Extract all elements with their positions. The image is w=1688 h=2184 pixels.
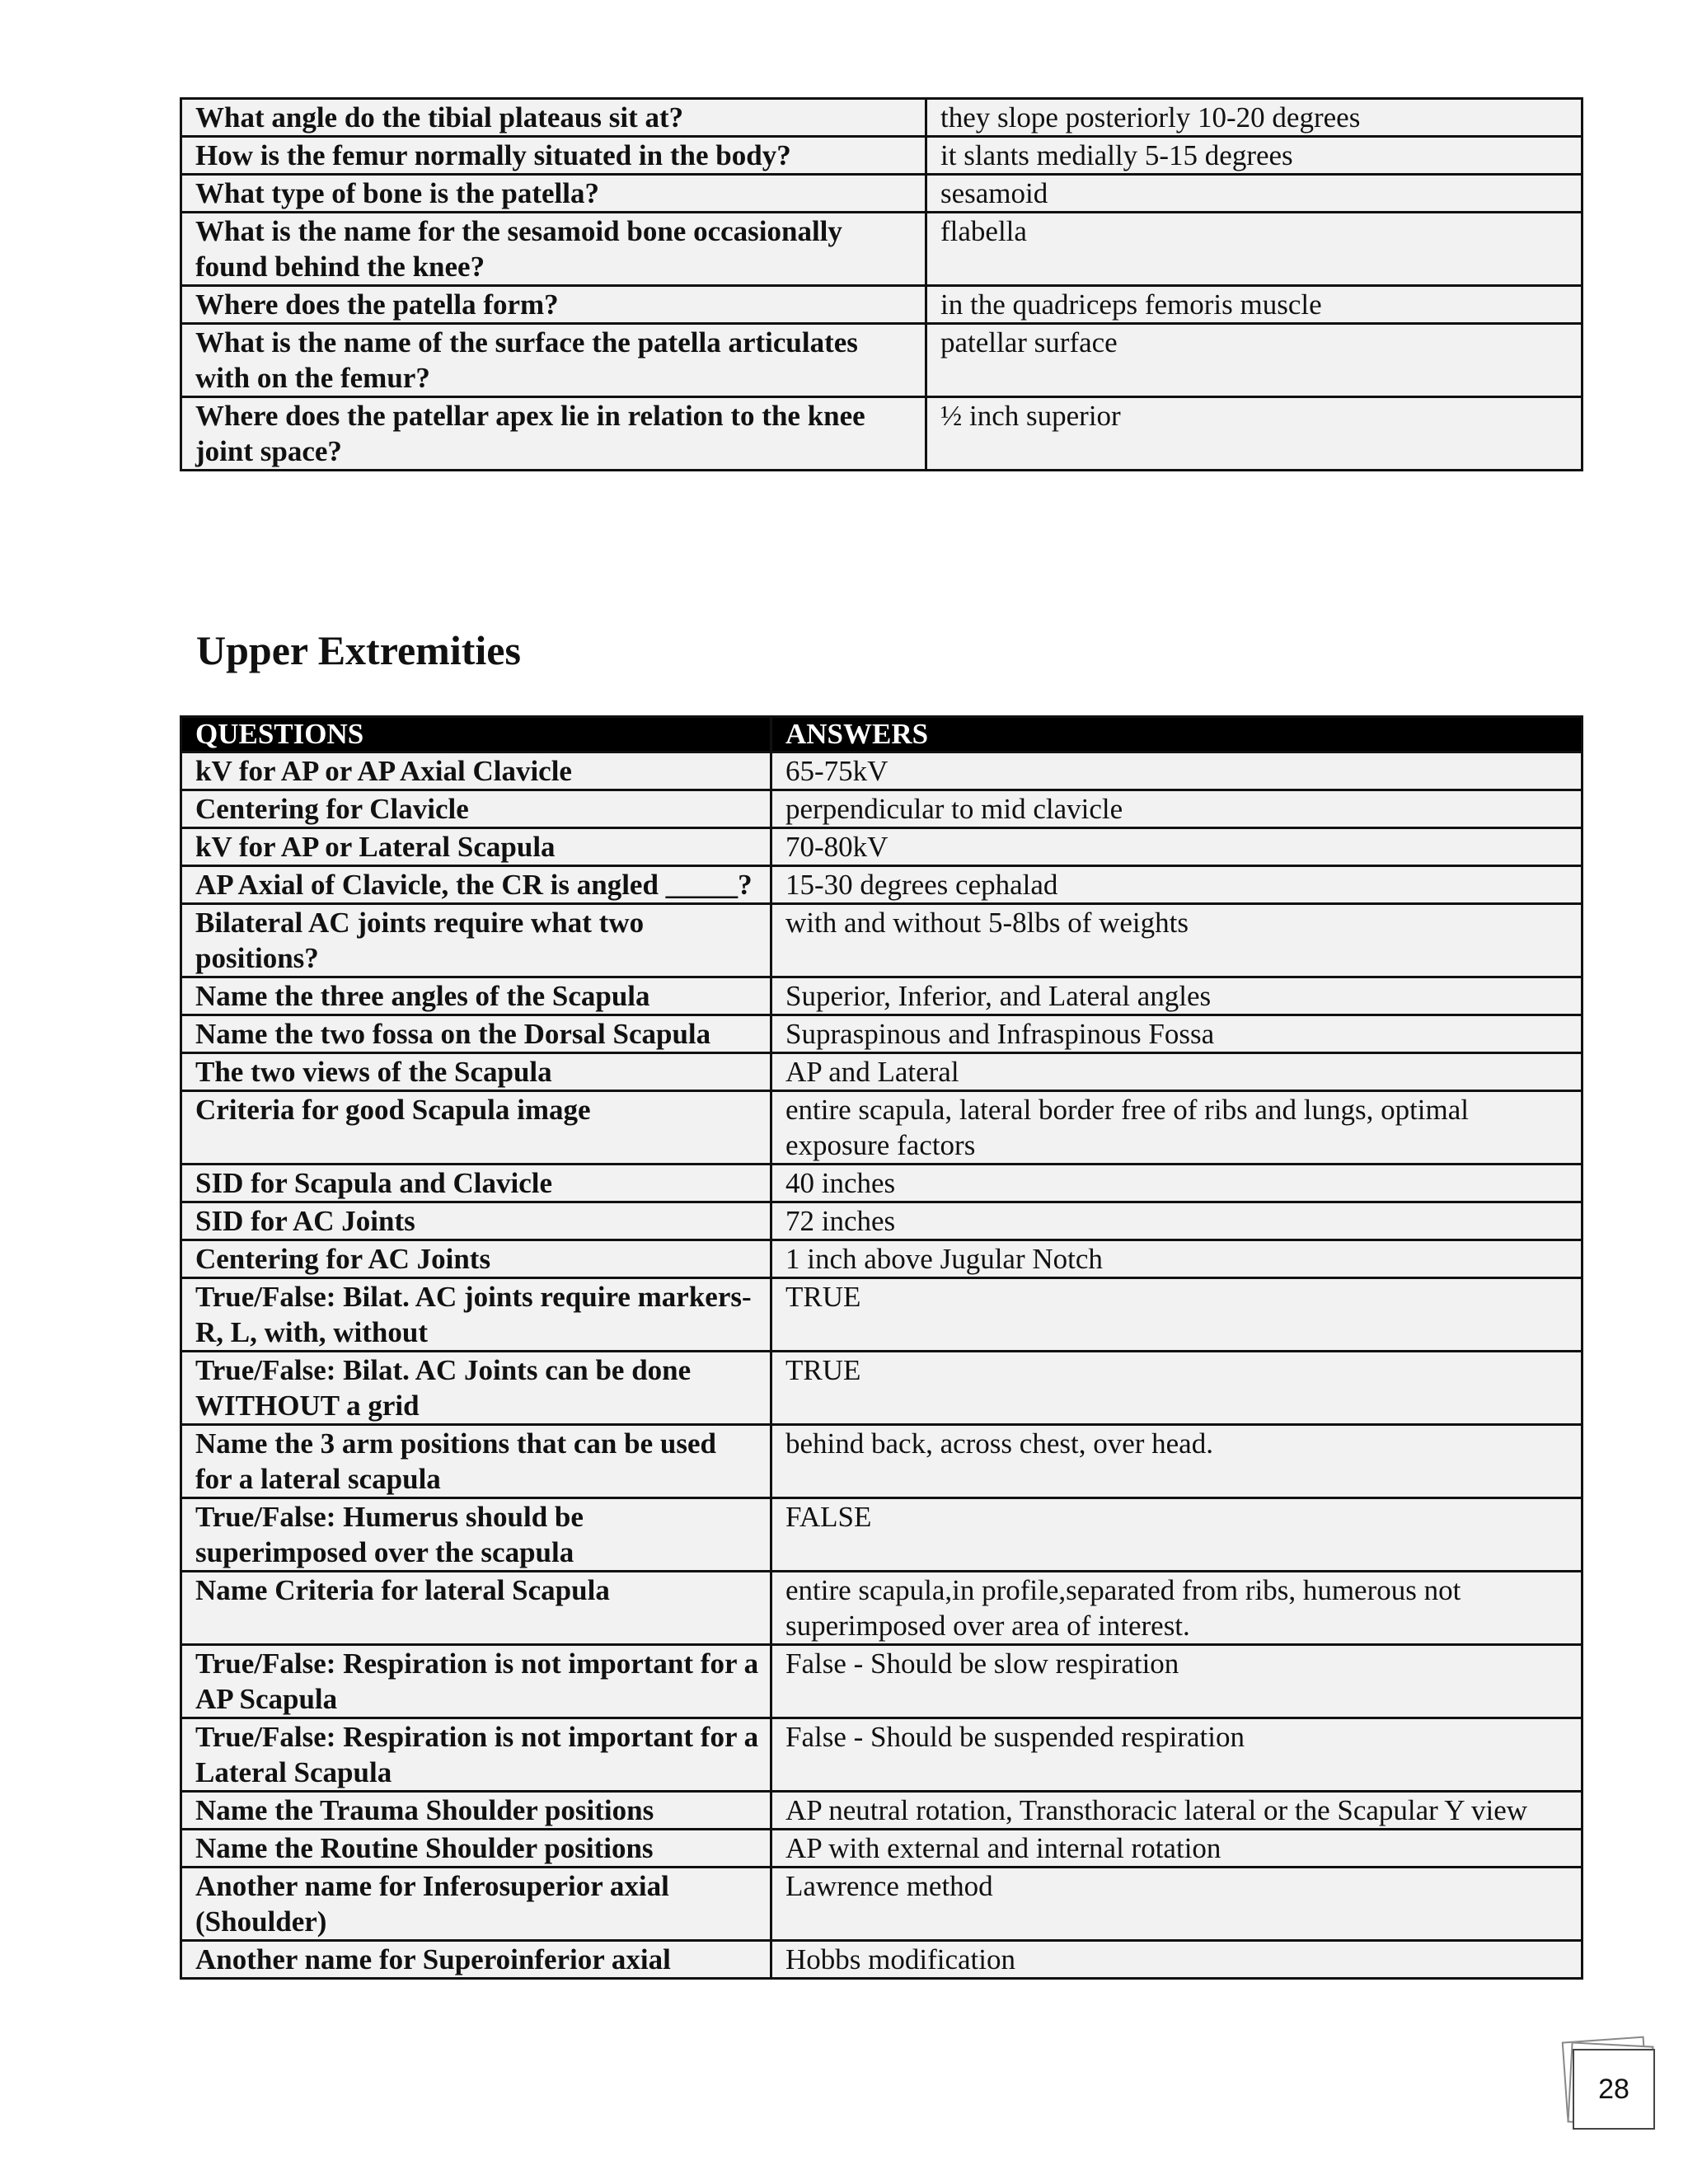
answer-cell: AP neutral rotation, Transthoracic lateral or the Scapular Y view bbox=[771, 1792, 1582, 1830]
question-cell: AP Axial of Clavicle, the CR is angled _____? bbox=[181, 866, 771, 904]
table-row bbox=[181, 1645, 1582, 1718]
table-row bbox=[181, 1941, 1582, 1979]
section-title: Upper Extremities bbox=[196, 627, 521, 673]
table-row bbox=[181, 1498, 1582, 1572]
knee-qa-table bbox=[180, 97, 1583, 471]
table-header bbox=[181, 717, 1582, 752]
question-cell: Bilateral AC joints require what two positions? bbox=[181, 904, 771, 977]
question-cell: kV for AP or AP Axial Clavicle bbox=[181, 752, 771, 790]
answer-cell: 40 inches bbox=[771, 1165, 1582, 1202]
question-cell: Another name for Superoinferior axial bbox=[181, 1941, 771, 1979]
answer-cell: False - Should be suspended respiration bbox=[771, 1718, 1582, 1792]
answer-cell: Lawrence method bbox=[771, 1868, 1582, 1941]
question-cell: Where does the patellar apex lie in relation to the knee joint space? bbox=[181, 397, 926, 471]
answer-cell: behind back, across chest, over head. bbox=[771, 1425, 1582, 1498]
question-cell: What type of bone is the patella? bbox=[181, 175, 926, 213]
knee-qa-body bbox=[181, 99, 1582, 471]
table-row bbox=[181, 1240, 1582, 1278]
question-cell: Name the Routine Shoulder positions bbox=[181, 1830, 771, 1868]
answer-cell: TRUE bbox=[771, 1278, 1582, 1352]
question-cell: Another name for Inferosuperior axial (Shoulder) bbox=[181, 1868, 771, 1941]
table-row bbox=[181, 866, 1582, 904]
table-row bbox=[181, 1830, 1582, 1868]
answer-cell: ½ inch superior bbox=[926, 397, 1582, 471]
table-row bbox=[181, 99, 1582, 137]
answer-cell: Supraspinous and Infraspinous Fossa bbox=[771, 1015, 1582, 1053]
answer-cell: with and without 5-8lbs of weights bbox=[771, 904, 1582, 977]
table-row bbox=[181, 1352, 1582, 1425]
question-cell: What is the name of the surface the patella articulates with on the femur? bbox=[181, 324, 926, 397]
table-row bbox=[181, 397, 1582, 471]
table-row bbox=[181, 1278, 1582, 1352]
question-cell: Centering for Clavicle bbox=[181, 790, 771, 828]
question-cell: Name the three angles of the Scapula bbox=[181, 977, 771, 1015]
answer-cell: entire scapula, lateral border free of ribs and lungs, optimal exposure factors bbox=[771, 1091, 1582, 1165]
answer-cell: it slants medially 5-15 degrees bbox=[926, 137, 1582, 175]
answer-cell: they slope posteriorly 10-20 degrees bbox=[926, 99, 1582, 137]
table-row bbox=[181, 1091, 1582, 1165]
answer-cell: flabella bbox=[926, 213, 1582, 286]
table-row bbox=[181, 1792, 1582, 1830]
answer-cell: patellar surface bbox=[926, 324, 1582, 397]
table-row bbox=[181, 1718, 1582, 1792]
table-row bbox=[181, 904, 1582, 977]
table-row bbox=[181, 752, 1582, 790]
question-cell: Centering for AC Joints bbox=[181, 1240, 771, 1278]
answer-cell: perpendicular to mid clavicle bbox=[771, 790, 1582, 828]
table-row bbox=[181, 1572, 1582, 1645]
question-cell: Name the two fossa on the Dorsal Scapula bbox=[181, 1015, 771, 1053]
table-row bbox=[181, 1015, 1582, 1053]
question-cell: Name the 3 arm positions that can be used for a lateral scapula bbox=[181, 1425, 771, 1498]
table-row bbox=[181, 1165, 1582, 1202]
question-cell: What is the name for the sesamoid bone occasionally found behind the knee? bbox=[181, 213, 926, 286]
question-cell: Criteria for good Scapula image bbox=[181, 1091, 771, 1165]
question-cell: Name Criteria for lateral Scapula bbox=[181, 1572, 771, 1645]
table-row bbox=[181, 1868, 1582, 1941]
page-number: 28 bbox=[1573, 2049, 1655, 2130]
question-cell: The two views of the Scapula bbox=[181, 1053, 771, 1091]
question-cell: SID for AC Joints bbox=[181, 1202, 771, 1240]
answer-cell: 1 inch above Jugular Notch bbox=[771, 1240, 1582, 1278]
question-cell: True/False: Bilat. AC joints require markers- R, L, with, without bbox=[181, 1278, 771, 1352]
question-cell: How is the femur normally situated in the body? bbox=[181, 137, 926, 175]
question-cell: Where does the patella form? bbox=[181, 286, 926, 324]
table-row bbox=[181, 977, 1582, 1015]
question-cell: True/False: Bilat. AC Joints can be done WITHOUT a grid bbox=[181, 1352, 771, 1425]
answer-cell: entire scapula,in profile,separated from ribs, humerous not superimposed over area of interest. bbox=[771, 1572, 1582, 1645]
question-cell: SID for Scapula and Clavicle bbox=[181, 1165, 771, 1202]
question-cell: Name the Trauma Shoulder positions bbox=[181, 1792, 771, 1830]
table-row bbox=[181, 1425, 1582, 1498]
table-row bbox=[181, 790, 1582, 828]
question-cell: What angle do the tibial plateaus sit at? bbox=[181, 99, 926, 137]
upper-extremities-qa-table bbox=[180, 715, 1583, 1980]
questions-header: QUESTIONS bbox=[181, 717, 771, 752]
question-cell: True/False: Respiration is not important for a Lateral Scapula bbox=[181, 1718, 771, 1792]
question-cell: True/False: Respiration is not important for a AP Scapula bbox=[181, 1645, 771, 1718]
question-cell: True/False: Humerus should be superimposed over the scapula bbox=[181, 1498, 771, 1572]
answer-cell: False - Should be slow respiration bbox=[771, 1645, 1582, 1718]
table-row bbox=[181, 1202, 1582, 1240]
question-cell: kV for AP or Lateral Scapula bbox=[181, 828, 771, 866]
page-number-badge bbox=[1561, 2036, 1657, 2128]
answer-cell: TRUE bbox=[771, 1352, 1582, 1425]
answers-header: ANSWERS bbox=[771, 717, 1582, 752]
answer-cell: sesamoid bbox=[926, 175, 1582, 213]
answer-cell: AP with external and internal rotation bbox=[771, 1830, 1582, 1868]
table-row bbox=[181, 286, 1582, 324]
answer-cell: AP and Lateral bbox=[771, 1053, 1582, 1091]
answer-cell: in the quadriceps femoris muscle bbox=[926, 286, 1582, 324]
table-row bbox=[181, 828, 1582, 866]
answer-cell: Hobbs modification bbox=[771, 1941, 1582, 1979]
header-row bbox=[181, 717, 1582, 752]
answer-cell: Superior, Inferior, and Lateral angles bbox=[771, 977, 1582, 1015]
table-row bbox=[181, 175, 1582, 213]
table-row bbox=[181, 324, 1582, 397]
answer-cell: 70-80kV bbox=[771, 828, 1582, 866]
answer-cell: 65-75kV bbox=[771, 752, 1582, 790]
table-row bbox=[181, 213, 1582, 286]
table-row bbox=[181, 137, 1582, 175]
upper-extremities-qa-body bbox=[181, 752, 1582, 1979]
table-row bbox=[181, 1053, 1582, 1091]
answer-cell: FALSE bbox=[771, 1498, 1582, 1572]
answer-cell: 72 inches bbox=[771, 1202, 1582, 1240]
answer-cell: 15-30 degrees cephalad bbox=[771, 866, 1582, 904]
